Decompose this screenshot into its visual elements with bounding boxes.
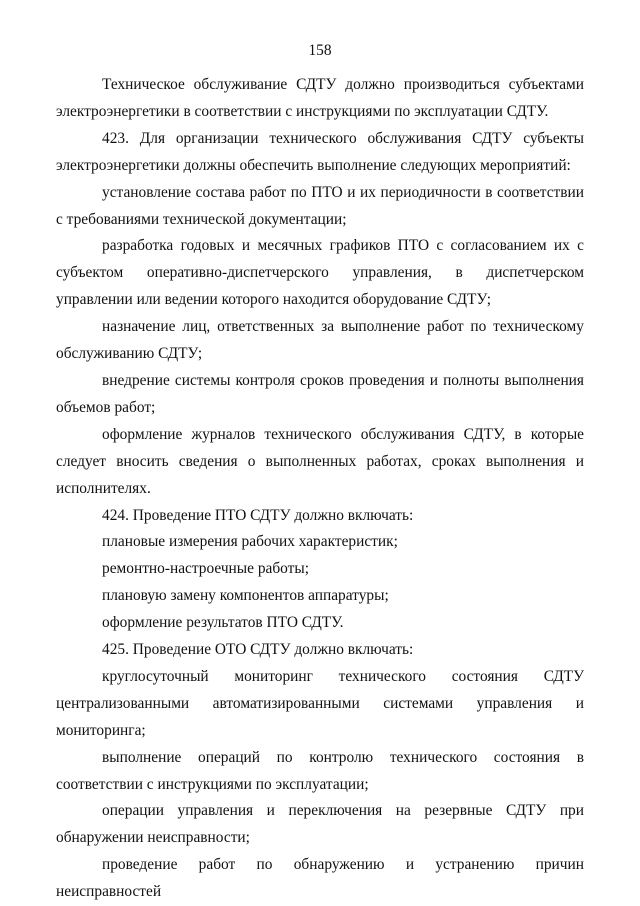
list-item-results: оформление результатов ПТО СДТУ. <box>102 614 344 632</box>
list-item-component-replacement: плановую замену компонентов аппаратуры; <box>102 587 389 605</box>
list-item-journals: оформление журналов технического обслуживания СДТУ, в которые следует вносить сведения о выполненных работах, сроках выполнения и исполнителях. <box>56 425 584 497</box>
list-item-switching: операции управления и переключения на резервные СДТУ при обнаружении неисправности; <box>56 802 584 847</box>
paragraph-424: 424. Проведение ПТО СДТУ должно включать: <box>102 506 414 524</box>
paragraph-425: 425. Проведение ОТО СДТУ должно включать: <box>102 641 414 659</box>
list-item-schedules: разработка годовых и месячных графиков ПТО с согласованием их с субъектом оперативно-диспетчерского управления, в диспетчерском управлении или ведении которого находится оборудование СДТУ; <box>56 237 584 309</box>
list-item-state-control: выполнение операций по контролю технического состояния в соответствии с инструкциями по эксплуатации; <box>56 748 584 793</box>
paragraph-423: 423. Для организации технического обслуживания СДТУ субъекты электроэнергетики должны обеспечить выполнение следующих мероприятий: <box>56 129 584 174</box>
list-item-repair-works: ремонтно-настроечные работы; <box>102 560 310 578</box>
list-item-work-composition: установление состава работ по ПТО и их периодичности в соответствии с требованиями технической документации; <box>56 183 584 228</box>
paragraph-maintenance-intro: Техническое обслуживание СДТУ должно производиться субъектами электроэнергетики в соответствии с инструкциями по эксплуатации СДТУ. <box>56 76 584 120</box>
document-body <box>56 72 584 906</box>
page-number: 158 <box>308 42 332 59</box>
list-item-monitoring: круглосуточный мониторинг технического состояния СДТУ централизованными автоматизированными системами управления и мониторинга; <box>56 667 584 739</box>
list-item-troubleshooting: проведение работ по обнаружению и устранению причин неисправностей <box>56 856 584 901</box>
list-item-responsible-persons: назначение лиц, ответственных за выполнение работ по техническому обслуживанию СДТУ; <box>56 318 584 363</box>
list-item-control-system: внедрение системы контроля сроков проведения и полноты выполнения объемов работ; <box>56 371 584 416</box>
list-item-measurements: плановые измерения рабочих характеристик; <box>102 533 398 551</box>
